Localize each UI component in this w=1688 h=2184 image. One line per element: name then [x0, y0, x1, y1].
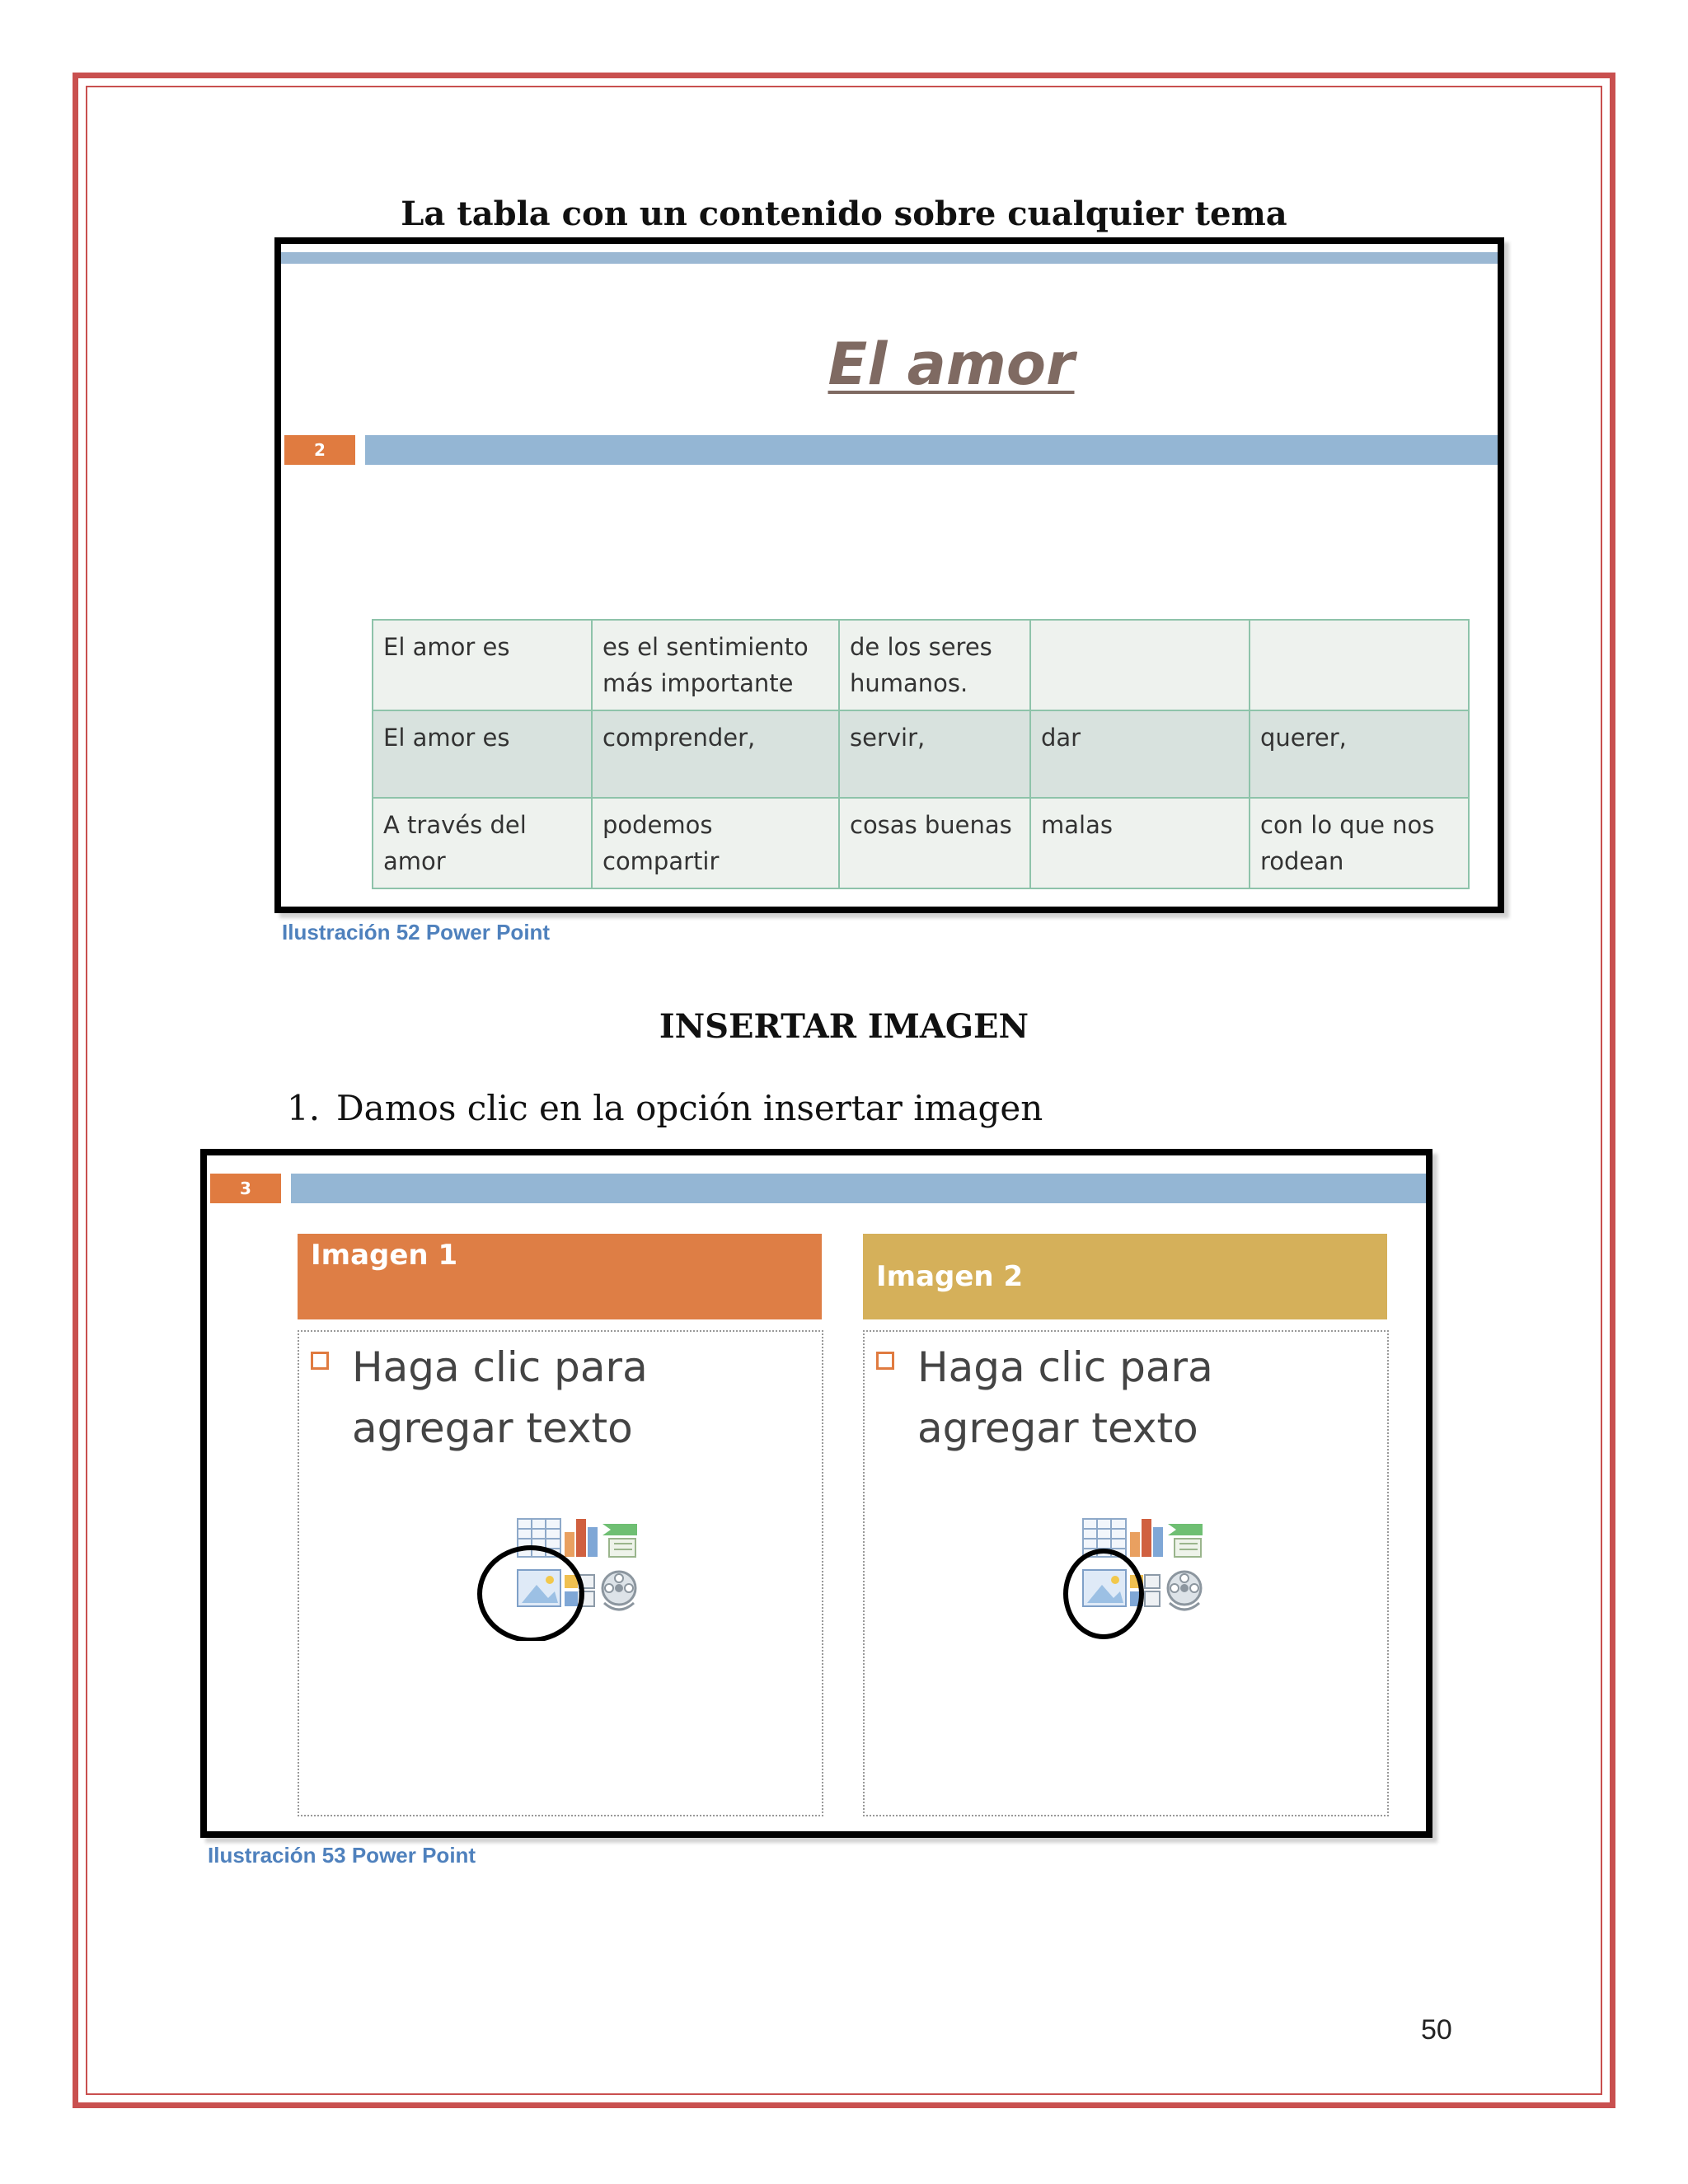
insert-media-icon[interactable] [1168, 1572, 1201, 1610]
insert-clipart-icon[interactable] [1130, 1575, 1160, 1606]
table-cell: querer, [1250, 710, 1469, 798]
insert-content-icons [1038, 1517, 1203, 1641]
table-cell: comprender, [592, 710, 839, 798]
insert-chart-icon[interactable] [1130, 1519, 1163, 1557]
insert-content-icons [472, 1517, 637, 1641]
slide-number-badge: 2 [284, 435, 355, 465]
table-cell: cosas buenas [839, 798, 1030, 888]
slide-top-bar [281, 252, 1498, 264]
table-cell: malas [1030, 798, 1250, 888]
section-heading-table: La tabla con un contenido sobre cualquier tema [401, 194, 1287, 233]
table-cell [1250, 620, 1469, 710]
table-cell: de los seres humanos. [839, 620, 1030, 710]
insert-picture-icon[interactable] [518, 1570, 560, 1606]
table-cell: es el sentimiento más importante [592, 620, 839, 710]
panel-header-imagen-2: Imagen 2 [863, 1234, 1387, 1319]
insert-picture-icon[interactable] [1083, 1570, 1126, 1606]
content-placeholder-1[interactable] [298, 1330, 823, 1816]
insert-chart-icon[interactable] [565, 1519, 598, 1557]
step-1 [287, 1088, 1043, 1128]
slide-accent-bar [291, 1174, 1428, 1203]
step-number: 1. [287, 1088, 321, 1128]
table-cell: El amor es [373, 620, 592, 710]
panel-header-imagen-1: Imagen 1 [298, 1234, 822, 1319]
table-cell: dar [1030, 710, 1250, 798]
slide-accent-bar [365, 435, 1504, 465]
insert-media-icon[interactable] [603, 1572, 635, 1610]
figure-caption-53: Ilustración 53 Power Point [208, 1843, 476, 1868]
table-row [373, 710, 1469, 798]
table-row [373, 620, 1469, 710]
insert-smartart-icon[interactable] [603, 1524, 637, 1557]
page-number: 50 [1421, 2014, 1452, 2046]
figure-caption-52: Ilustración 52 Power Point [282, 920, 551, 944]
table-cell: servir, [839, 710, 1030, 798]
slide-number-badge: 3 [210, 1174, 281, 1203]
section-heading-insert-image: INSERTAR IMAGEN [659, 1007, 1029, 1046]
slide-el-amor [274, 237, 1504, 913]
table-cell: podemos compartir [592, 798, 839, 888]
slide-insert-image [200, 1149, 1432, 1838]
bullet-square-icon [876, 1352, 894, 1370]
table-cell: con lo que nos rodean [1250, 798, 1469, 888]
table-cell: El amor es [373, 710, 592, 798]
content-placeholder-2[interactable] [863, 1330, 1389, 1816]
placeholder-text[interactable]: Haga clic para agregar texto [352, 1343, 648, 1452]
table-cell: A través del amor [373, 798, 592, 888]
love-table [372, 619, 1470, 889]
table-row [373, 798, 1469, 888]
placeholder-text[interactable]: Haga clic para agregar texto [917, 1343, 1213, 1452]
table-cell [1030, 620, 1250, 710]
step-text: Damos clic en la opción insertar imagen [336, 1088, 1043, 1128]
slide-title: El amor [828, 330, 1075, 398]
bullet-square-icon [311, 1352, 329, 1370]
insert-smartart-icon[interactable] [1168, 1524, 1203, 1557]
